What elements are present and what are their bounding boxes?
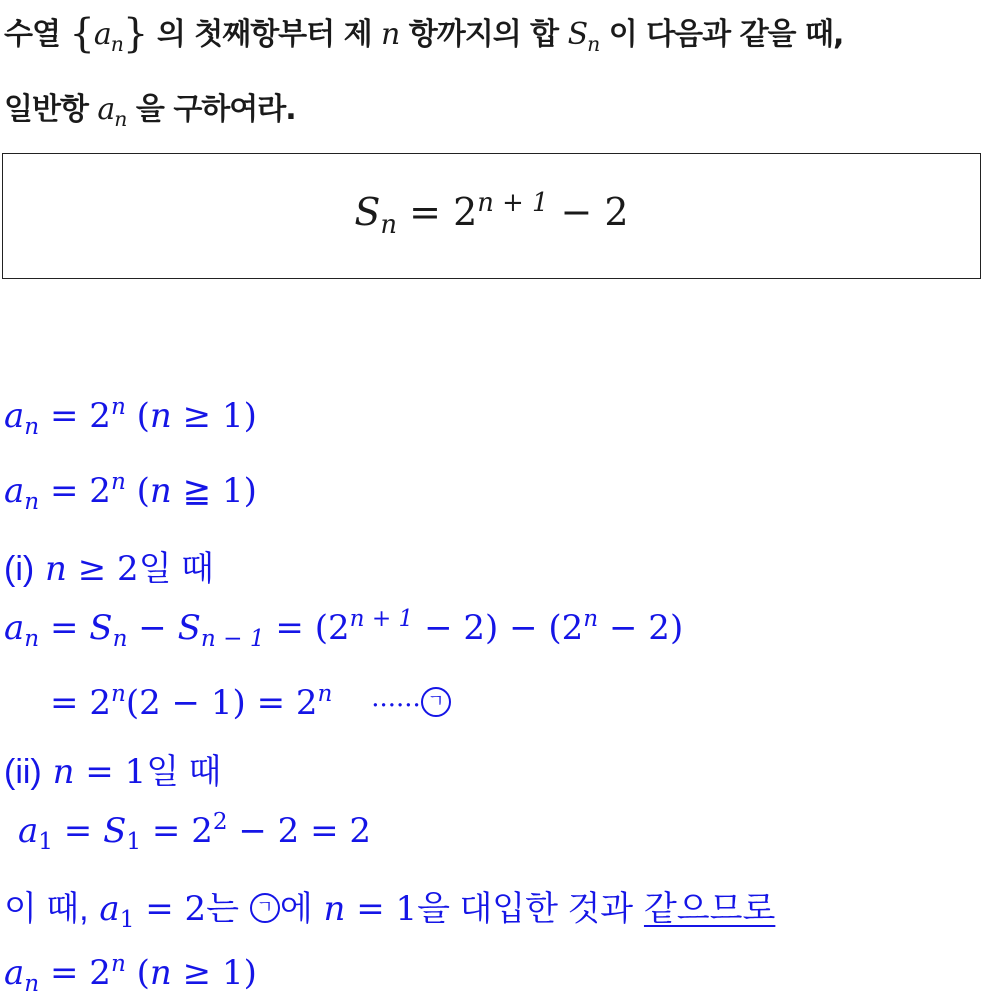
equals: =: [151, 811, 181, 851]
conclusion: [4, 881, 776, 934]
exponent: 2: [212, 809, 228, 836]
step-2: [50, 683, 451, 723]
one: 1: [221, 396, 244, 436]
var-S: S: [103, 811, 127, 851]
base: 2: [327, 608, 350, 648]
text: 을 대입한 것과: [417, 890, 634, 928]
sub-n: n: [24, 489, 40, 516]
exponent: n: [583, 606, 599, 633]
sub-n: n: [587, 31, 600, 56]
var-a: a: [99, 889, 120, 929]
number: 1: [395, 889, 418, 929]
var-S: S: [177, 608, 201, 648]
var-n: n: [52, 752, 75, 792]
var-n: n: [149, 396, 172, 436]
answer-line-2: [4, 469, 257, 516]
circled-giyeok-mark: ㄱ: [250, 893, 280, 923]
base: 2: [89, 953, 111, 993]
case-label: (i): [4, 550, 35, 588]
case-2-header: [4, 744, 221, 793]
final-answer: [4, 951, 257, 998]
number: 1: [124, 752, 147, 792]
var-a: a: [93, 17, 111, 52]
exponent: n: [317, 681, 333, 708]
paren-close: ): [669, 608, 684, 648]
text: 이 때,: [4, 890, 89, 928]
one: 1: [221, 471, 244, 511]
paren-open: (: [136, 471, 150, 511]
equals: =: [409, 190, 441, 234]
equals: =: [49, 953, 79, 993]
sub-n: n: [24, 971, 40, 998]
var-a: a: [4, 471, 25, 511]
given-formula-box: [2, 153, 981, 279]
paren-close: ): [485, 608, 499, 648]
text: 항까지의 합: [408, 17, 559, 52]
var-a: a: [18, 811, 39, 851]
rest: − 2: [609, 608, 670, 648]
case-label: (ii): [4, 753, 42, 791]
number: 2: [117, 549, 139, 589]
base: 2: [295, 683, 318, 723]
step-1: [4, 606, 684, 653]
equals: =: [50, 683, 79, 723]
exponent: n + 1: [477, 187, 549, 218]
circled-giyeok-mark: ㄱ: [421, 687, 451, 717]
base: 2: [191, 811, 213, 851]
text: 일반항: [4, 92, 88, 127]
step-3: [18, 809, 372, 856]
relation: ≥: [77, 549, 107, 589]
sub-n: n: [380, 210, 398, 241]
sub-n: n: [24, 626, 40, 653]
exponent: n: [110, 951, 126, 978]
sub-n-minus-1: n − 1: [200, 626, 265, 653]
var-n: n: [149, 471, 172, 511]
relation: ≧: [182, 471, 212, 511]
text: 일 때: [138, 550, 214, 588]
number: 2: [184, 889, 207, 929]
paren-close: ): [243, 953, 257, 993]
text: 는: [206, 890, 240, 928]
brace-close: }: [122, 11, 148, 57]
exponent: n + 1: [349, 606, 414, 633]
exponent: n: [110, 394, 126, 421]
given-formula: [3, 187, 980, 241]
var-n: n: [149, 953, 172, 993]
var-S: S: [567, 17, 588, 52]
paren-open: (: [548, 608, 562, 648]
minus: −: [138, 608, 167, 648]
var-n: n: [45, 549, 67, 589]
equals: =: [49, 471, 79, 511]
var-a: a: [4, 396, 25, 436]
rest: − 2: [560, 190, 629, 234]
text: 수열: [4, 17, 60, 52]
dots: ······: [371, 691, 421, 721]
equals: =: [256, 683, 286, 723]
rest: − 2 = 2: [238, 811, 372, 851]
equals: =: [49, 396, 79, 436]
sub-1: 1: [119, 907, 135, 934]
var-a: a: [4, 608, 25, 648]
sub-n: n: [24, 414, 40, 441]
relation: ≥: [182, 396, 212, 436]
base: 2: [89, 683, 111, 723]
var-a: a: [97, 92, 115, 127]
answer-line-1: [4, 394, 257, 441]
text: 일 때: [146, 753, 222, 791]
one: 1: [221, 953, 244, 993]
rest: − 2: [424, 608, 485, 648]
exponent: n: [110, 681, 126, 708]
equals: =: [85, 752, 114, 792]
var-a: a: [4, 953, 25, 993]
brace-open: {: [69, 11, 94, 57]
equals: =: [145, 889, 174, 929]
text: 의 첫째항부터 제: [156, 17, 372, 52]
underlined-text: 같으므로: [643, 890, 776, 928]
paren-close: ): [243, 471, 257, 511]
paren-open: (: [136, 953, 150, 993]
equals: =: [356, 889, 385, 929]
base: 2: [89, 471, 111, 511]
sub-1: 1: [126, 829, 142, 856]
var-n: n: [323, 889, 346, 929]
paren-expr: (2 − 1): [125, 683, 246, 723]
case-1-header: [4, 541, 214, 590]
sub-n: n: [114, 106, 127, 131]
exponent: n: [110, 469, 126, 496]
problem-line-2: [4, 84, 296, 131]
var-S: S: [354, 190, 381, 234]
sub-1: 1: [38, 829, 53, 856]
text: 에: [279, 890, 313, 928]
text: 을 구하여라.: [135, 92, 296, 127]
paren-close: ): [243, 396, 257, 436]
problem-line-1: [4, 8, 844, 57]
var-n: n: [381, 17, 400, 52]
sub-n: n: [112, 626, 128, 653]
relation: ≥: [182, 953, 212, 993]
text: 이 다음과 같을 때,: [608, 17, 844, 52]
sub-n: n: [110, 31, 123, 56]
base: 2: [453, 190, 478, 234]
minus: −: [509, 608, 538, 648]
equals: =: [275, 608, 304, 648]
equals: =: [49, 608, 79, 648]
equals: =: [63, 811, 93, 851]
base: 2: [89, 396, 111, 436]
paren-open: (: [314, 608, 328, 648]
paren-open: (: [136, 396, 150, 436]
var-S: S: [89, 608, 113, 648]
base: 2: [561, 608, 584, 648]
